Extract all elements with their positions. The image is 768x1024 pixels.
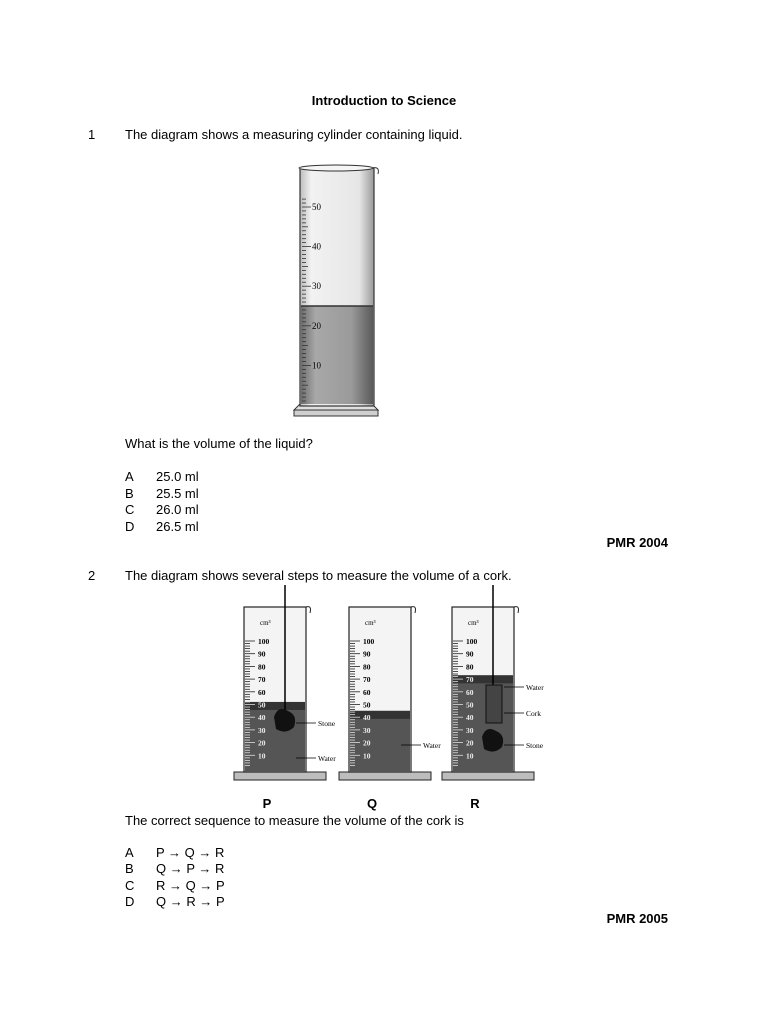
q2-option-letter: B <box>125 861 134 876</box>
scale-label: 10 <box>363 751 371 761</box>
unit-label: cm³ <box>260 619 271 627</box>
q1-scale-label: 30 <box>312 281 321 292</box>
scale-label: 20 <box>363 738 371 748</box>
q1-option-text[interactable]: 26.5 ml <box>156 519 199 534</box>
scale-label: 50 <box>466 700 474 710</box>
q2-option-text[interactable]: R → Q → P <box>156 878 225 893</box>
scale-label: 30 <box>466 725 474 735</box>
scale-label: 20 <box>466 738 474 748</box>
cylinder-base <box>339 772 431 780</box>
unit-label: cm³ <box>365 619 376 627</box>
q1-scale-label: 20 <box>312 320 321 331</box>
scale-label: 50 <box>258 700 266 710</box>
scale-label: 60 <box>258 687 266 697</box>
cork <box>486 685 502 723</box>
scale-label: 70 <box>466 675 474 685</box>
cylinder-base <box>234 772 326 780</box>
q1-option-text[interactable]: 25.5 ml <box>156 486 199 501</box>
annotation-label: Stone <box>526 741 544 750</box>
scale-label: 70 <box>258 675 266 685</box>
figure-label-r: R <box>470 796 480 811</box>
q2-option-text[interactable]: Q → P → R <box>156 861 225 876</box>
q2-question: The correct sequence to measure the volume of the cork is <box>125 813 464 828</box>
cylinder-p <box>234 585 336 780</box>
cylinder-r <box>442 585 544 780</box>
figure-label-q: Q <box>366 796 378 811</box>
annotation-label: Water <box>526 683 544 692</box>
scale-label: 40 <box>363 713 371 723</box>
cylinder-base <box>442 772 534 780</box>
q1-scale-label: 40 <box>312 241 321 252</box>
q2-option-letter: C <box>125 878 135 893</box>
scale-label: 80 <box>466 662 474 672</box>
q1-scale-label: 10 <box>312 360 321 371</box>
scale-label: 40 <box>466 713 474 723</box>
scale-label: 50 <box>363 700 371 710</box>
q1-measuring-cylinder <box>286 160 386 420</box>
water-column <box>245 702 305 772</box>
scale-label: 100 <box>258 637 270 646</box>
q2-source: PMR 2005 <box>606 911 668 926</box>
q1-option-letter: C <box>125 502 135 517</box>
scale-label: 10 <box>258 751 266 761</box>
q2-option-text[interactable]: P → Q → R <box>156 845 225 860</box>
scale-label: 10 <box>466 751 474 761</box>
water-column <box>453 675 513 772</box>
scale-label: 70 <box>363 675 371 685</box>
water-column <box>350 711 410 772</box>
cylinder-q <box>339 607 441 780</box>
scale-label: 100 <box>466 637 478 646</box>
q1-question: What is the volume of the liquid? <box>125 436 313 451</box>
scale-label: 30 <box>363 725 371 735</box>
q2-cylinder-diagram <box>230 585 544 790</box>
scale-label: 90 <box>258 649 266 659</box>
q2-option-text[interactable]: Q → R → P <box>156 894 225 909</box>
scale-label: 60 <box>466 687 474 697</box>
q1-number: 1 <box>88 127 96 142</box>
annotation-label: Water <box>423 741 441 750</box>
q2-stem: The diagram shows several steps to measure the volume of a cork. <box>125 568 512 583</box>
q1-stem: The diagram shows a measuring cylinder containing liquid. <box>125 127 463 142</box>
scale-label: 30 <box>258 725 266 735</box>
scale-label: 60 <box>363 687 371 697</box>
scale-label: 80 <box>258 662 266 672</box>
scale-label: 90 <box>466 649 474 659</box>
q2-number: 2 <box>88 568 96 583</box>
annotation-label: Water <box>318 754 336 763</box>
scale-label: 80 <box>363 662 371 672</box>
q2-option-letter: D <box>125 894 135 909</box>
page-title: Introduction to Science <box>311 93 457 108</box>
scale-label: 100 <box>363 637 375 646</box>
annotation-label: Cork <box>526 709 541 718</box>
q1-option-letter: D <box>125 519 135 534</box>
scale-label: 90 <box>363 649 371 659</box>
scale-label: 40 <box>258 713 266 723</box>
figure-label-p: P <box>262 796 272 811</box>
q1-option-letter: A <box>125 469 134 484</box>
q1-option-text[interactable]: 26.0 ml <box>156 502 199 517</box>
annotation-label: Stone <box>318 719 336 728</box>
q2-option-letter: A <box>125 845 134 860</box>
q1-scale-label: 50 <box>312 202 321 212</box>
scale-label: 20 <box>258 738 266 748</box>
unit-label: cm³ <box>468 619 479 627</box>
q1-source: PMR 2004 <box>606 535 668 550</box>
q1-option-text[interactable]: 25.0 ml <box>156 469 199 484</box>
q1-option-letter: B <box>125 486 134 501</box>
